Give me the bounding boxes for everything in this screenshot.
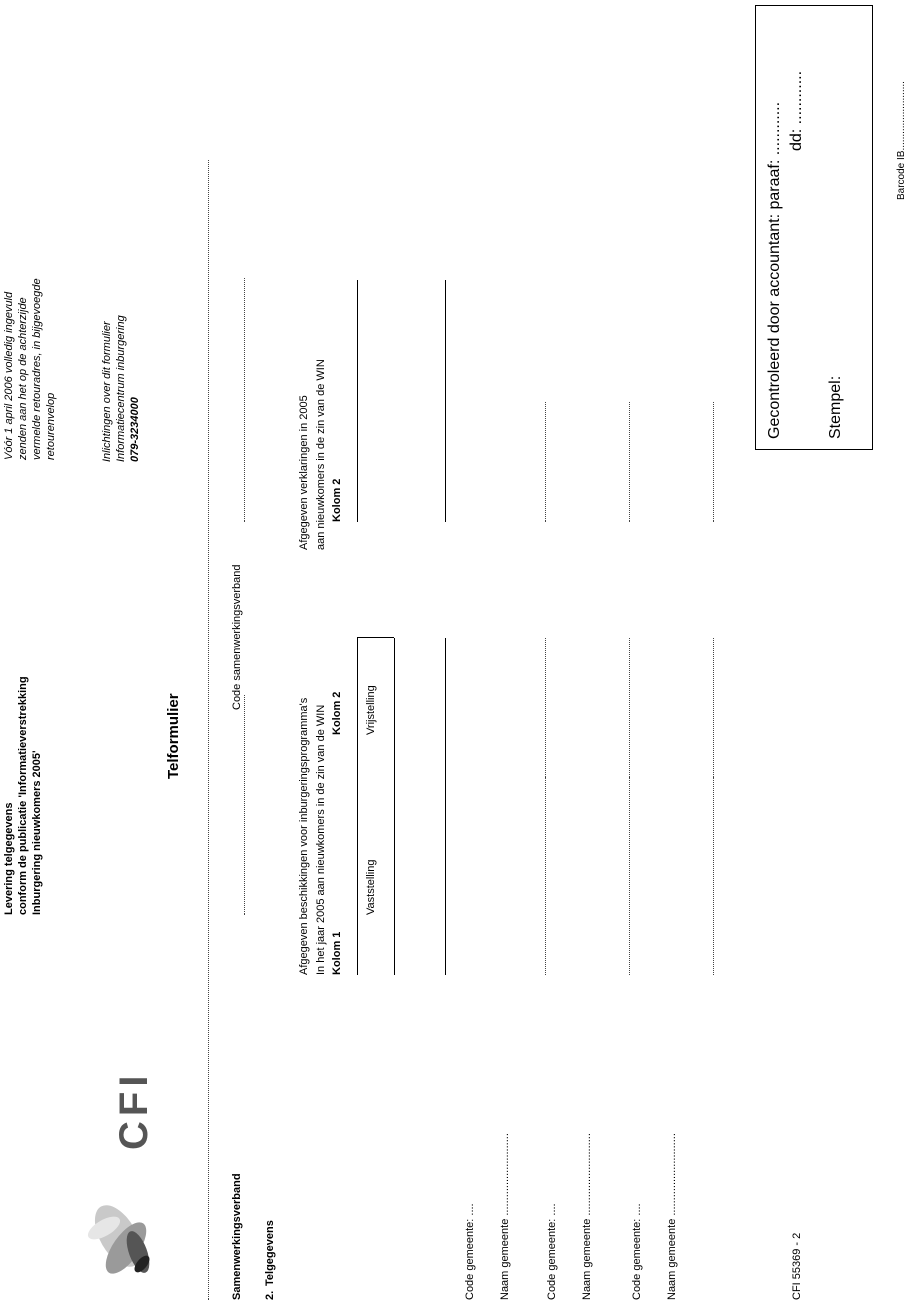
kolom1-field[interactable]	[713, 778, 714, 975]
page-title: Telformulier	[165, 693, 182, 779]
info-line: Informatiecentrum inburgering	[115, 315, 127, 462]
kolom-right-field[interactable]	[545, 402, 546, 522]
header-rule	[357, 638, 358, 975]
header-rule	[357, 280, 358, 522]
deadline-line: zenden aan het op de achterzijde	[17, 297, 29, 460]
stamp-label: Stempel:	[827, 375, 844, 439]
header-line: Inburgering nieuwkomers 2005'	[31, 750, 43, 915]
kolom-right-field[interactable]	[629, 402, 630, 522]
vaststelling-label: Vaststelling	[365, 859, 377, 915]
column-left-line: Afgegeven beschikkingen voor inburgeringsprogramma's	[298, 697, 310, 975]
kolom2-field[interactable]	[713, 638, 714, 778]
code-gemeente-label: Code gemeente: ....	[631, 1203, 643, 1300]
deadline-note	[2, 278, 58, 460]
code-gemeente-label: Code gemeente: ....	[546, 1203, 558, 1300]
column-right-header	[296, 359, 330, 550]
deadline-line: vermelde retouradres, in bijgevoegde	[31, 278, 43, 460]
kolom2-label: Kolom 2	[331, 691, 343, 735]
header-line: conform de publicatie 'Informatieverstrekking	[17, 676, 29, 915]
column-left-header	[296, 698, 330, 975]
kolom1-field[interactable]	[545, 778, 546, 975]
kolom-right-label: Kolom 2	[331, 478, 343, 522]
vrijstelling-label: Vrijstelling	[365, 685, 377, 735]
barcode-label: Barcode IB.........................	[896, 81, 907, 200]
header-bottom-rule	[445, 280, 446, 522]
code-samenwerkingsverband-label: Code samenwerkingsverband	[231, 564, 243, 710]
header-divider	[357, 637, 394, 638]
column-right-line: Afgegeven verklaringen in 2005	[298, 395, 310, 550]
info-line: Inlichtingen over dit formulier	[101, 321, 113, 462]
cfi-logo-text: CFI	[112, 1070, 156, 1150]
accountant-line: Gecontroleerd door accountant: paraaf: ............	[766, 101, 783, 439]
column-left-line: In het jaar 2005 aan nieuwkomers in de zin van de WIN	[315, 704, 327, 975]
info-note	[100, 315, 142, 462]
form-header	[2, 676, 44, 915]
subheader-rule	[394, 638, 395, 975]
kolom1-label: Kolom 1	[331, 931, 343, 975]
cfi-logo-icon	[80, 1188, 170, 1288]
header-line: Levering telgegevens	[3, 802, 15, 915]
accountant-box	[755, 5, 873, 450]
kolom2-field[interactable]	[629, 638, 630, 778]
kolom2-field[interactable]	[545, 638, 546, 778]
top-divider	[208, 160, 209, 1300]
kolom1-field[interactable]	[629, 778, 630, 975]
deadline-line: retourenvelop	[45, 392, 57, 460]
header-bottom-rule	[445, 778, 446, 975]
samenwerkingsverband-label: Samenwerkingsverband	[231, 1173, 243, 1300]
samenwerkingsverband-field[interactable]	[244, 695, 245, 915]
info-phone: 079-3234000	[129, 397, 141, 462]
code-gemeente-label: Code gemeente: ....	[464, 1203, 476, 1300]
section-number: 2.	[264, 1290, 276, 1300]
form-code: CFI 55369 - 2	[791, 1232, 803, 1300]
accountant-dd: dd: ............	[788, 70, 805, 151]
kolom-right-field[interactable]	[713, 402, 714, 522]
header-bottom-rule	[445, 638, 446, 778]
deadline-line: Vóór 1 april 2006 volledig ingevuld	[3, 291, 15, 460]
section-label: Telgegevens	[264, 1220, 276, 1286]
column-right-line: aan nieuwkomers in de zin van de WIN	[315, 359, 327, 550]
naam-gemeente-label: Naam gemeente ...........................	[666, 1133, 678, 1300]
code-samenwerkingsverband-field[interactable]	[244, 278, 245, 522]
naam-gemeente-label: Naam gemeente ...........................	[499, 1133, 511, 1300]
naam-gemeente-label: Naam gemeente ...........................	[581, 1133, 593, 1300]
